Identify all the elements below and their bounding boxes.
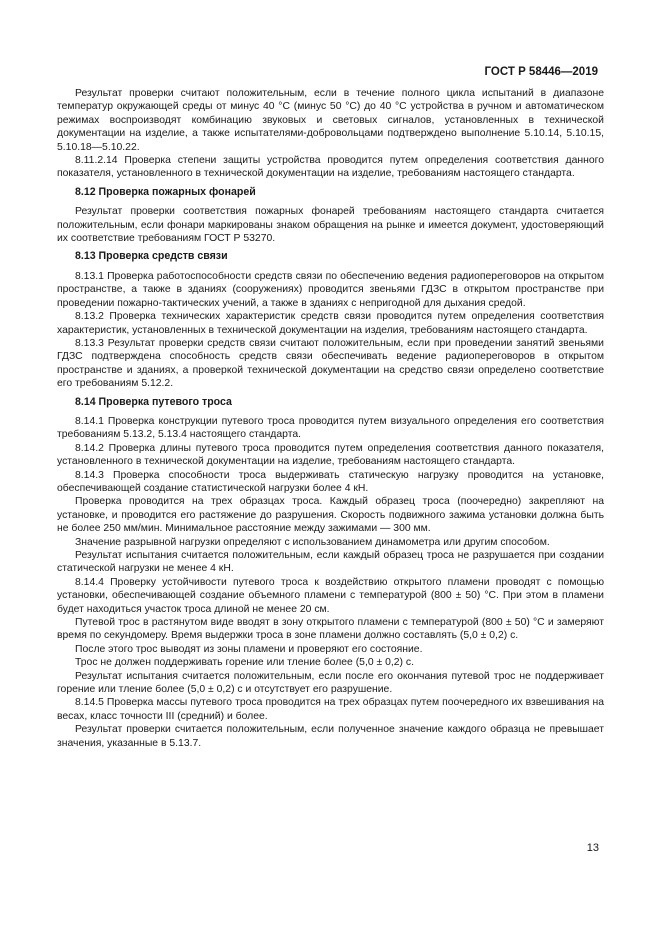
paragraph: 8.13.1 Проверка работоспособности средств связи по обеспечению ведения радиопереговоров на открытом пространстве, а также в зданиях (сооружениях) проводится звеньями ГДЗС в открытом пространстве при проведении пожарно-тактических учений, а также в зданиях с непригодной для дыхания средой. <box>57 270 604 309</box>
document-number: ГОСТ Р 58446—2019 <box>484 66 598 78</box>
paragraph: 8.11.2.14 Проверка степени защиты устройства проводится путем определения соответствия данного показателя, установленного в технической документации на изделие, требованиям настоящего стандарта. <box>57 155 604 180</box>
paragraph: Результат проверки считается положительным, если полученное значение каждого образца не превышает значения, указанные в 5.13.7. <box>57 724 604 749</box>
paragraph: Значение разрывной нагрузки определяют с использованием динамометра или другим способом. <box>75 536 550 548</box>
paragraph: Результат испытания считается положительным, если после его окончания путевой трос не поддерживает горение или тление более (5,0 ± 0,2) с и отсутствует его разрушение. <box>57 670 604 696</box>
paragraph: Результат проверки соответствия пожарных фонарей требованиям настоящего стандарта считается положительным, если фонари маркированы знаком обращения на рынке и имеется документ, удостоверяющий их соответствие требованиям ГОСТ Р 53270. <box>57 206 604 245</box>
page-number: 13 <box>586 842 599 854</box>
paragraph: 8.14.1 Проверка конструкции путевого троса проводится путем визуального определения его соответствия требованиям 5.13.2, 5.13.4 настоящего стандарта. <box>57 415 604 441</box>
paragraph: 8.14.5 Проверка массы путевого троса проводится на трех образцах путем поочередного их взвешивания на весах, класс точности III (средний) и более. <box>57 697 604 722</box>
paragraph: Путевой трос в растянутом виде вводят в зону открытого пламени с температурой (800 ± 50) °С и замеряют время по секундомеру. Время выдержки троса в зоне пламени должно составлять (5,0 ± 0,2) с. <box>57 617 604 642</box>
section-heading: 8.13 Проверка средств связи <box>75 250 228 263</box>
section-heading: 8.14 Проверка путевого троса <box>75 395 232 408</box>
section-heading: 8.12 Проверка пожарных фонарей <box>75 185 256 198</box>
paragraph: После этого трос выводят из зоны пламени и проверяют его состояние. <box>75 643 423 655</box>
paragraph: 8.14.4 Проверку устойчивости путевого троса к воздействию открытого пламени проводят с помощью установки, обеспечивающей создание объемного пламени с температурой (800 ± 50) °С. При этом в пламени будет находиться участок троса длиной не менее 20 см. <box>57 576 604 615</box>
page-body <box>57 87 604 750</box>
paragraph: 8.14.3 Проверка способности троса выдерживать статическую нагрузку проводится на установке, обеспечивающей создание статистической нагрузки более 4 кН. <box>57 469 604 494</box>
paragraph: 8.14.2 Проверка длины путевого троса проводится путем определения соответствия данного показателя, установленного в технической документации на изделие, требованиям настоящего стандарта. <box>57 442 604 468</box>
paragraph: Результат проверки считают положительным, если в течение полного цикла испытаний в диапазоне температур окружающей среды от минус 40 °С (минус 50 °С) до 40 °С устройства в ручном и автоматическом режимах воспроизводят комбинацию звуковых и световых сигналов, установленных в технической документации на изделие, а также испытателями-добровольцами подтверждено выполнение 5.10.14, 5.10.15, 5.10.18—5.10.22. <box>57 88 604 153</box>
paragraph: Проверка проводится на трех образцах троса. Каждый образец троса (поочередно) закрепляют на установке, и проводится его растяжение до разрушения. Скорость подвижного зажима установки должна быть не более 250 мм/мин. Минимальное расстояние между зажимами — 300 мм. <box>57 496 604 535</box>
paragraph: Результат испытания считается положительным, если каждый образец троса не разрушается при создании статической нагрузки не менее 4 кН. <box>57 550 604 575</box>
paragraph: 8.13.3 Результат проверки средств связи считают положительным, если при проведении занятий звеньями ГДЗС подтверждена способность средств связи обеспечивать ведение радиопереговоров в открытом пространстве и зданиях, а проверкой технической документации на средство связи определено соответствие его требованиям 5.12.2. <box>57 337 604 390</box>
paragraph: Трос не должен поддерживать горение или тление более (5,0 ± 0,2) с. <box>75 657 414 669</box>
paragraph: 8.13.2 Проверка технических характеристик средств связи проводится путем определения соответствия характеристик, установленных в технической документации на изделия, требованиям настоящего стандарта. <box>57 311 604 336</box>
